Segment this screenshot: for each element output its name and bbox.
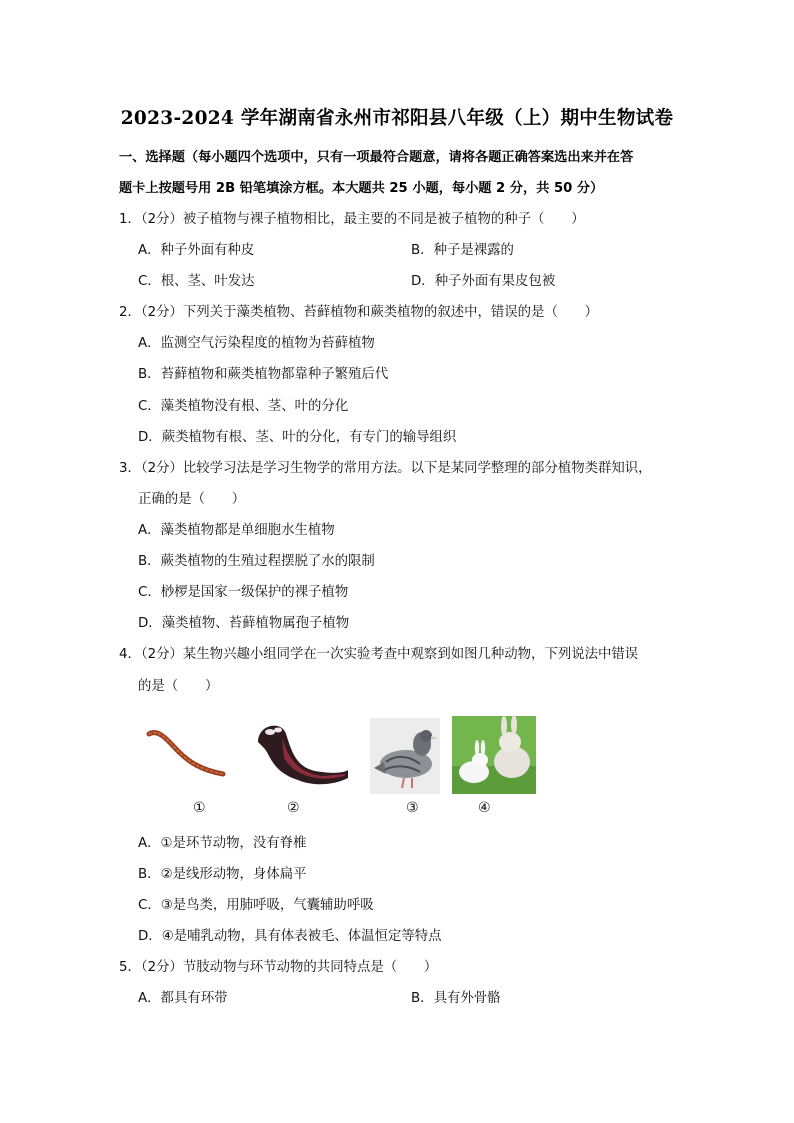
figure-label-3: ③ [406,800,419,816]
question-4-option-c[interactable]: C．③是鸟类，用肺呼吸，气囊辅助呼吸 [138,898,374,913]
question-1-option-c[interactable]: C．根、茎、叶发达 [138,274,255,289]
question-4-stem-line2: 的是（ ） [138,679,219,694]
rabbit-figure [452,716,536,794]
flatworm-figure [252,718,350,790]
question-2-option-d[interactable]: D．蕨类植物有根、茎、叶的分化，有专门的输导组织 [138,430,457,445]
figure-label-1: ① [193,800,206,816]
section-instructions-line1: 一、选择题（每小题四个选项中，只有一项最符合题意，请将各题正确答案选出来并在答 [119,150,634,165]
question-4-stem-line1: 4．（2分）某生物兴趣小组同学在一次实验考查中观察到如图几种动物，下列说法中错误 [119,647,639,662]
question-5-option-b[interactable]: B．具有外骨骼 [411,991,501,1006]
question-2-option-c[interactable]: C．藻类植物没有根、茎、叶的分化 [138,399,349,414]
question-3-stem-line1: 3．（2分）比较学习法是学习生物学的常用方法。以下是某同学整理的部分植物类群知识， [119,461,652,476]
question-3-option-d[interactable]: D．藻类植物、苔藓植物属孢子植物 [138,616,350,631]
question-3-option-c[interactable]: C．桫椤是国家一级保护的裸子植物 [138,585,349,600]
section-instructions-line2: 题卡上按题号用 2B 铅笔填涂方框。本大题共 25 小题，每小题 2 分，共 50 分） [119,181,604,196]
page-title: 2023-2024 学年湖南省永州市祁阳县八年级（上）期中生物试卷 [120,108,674,129]
question-5-stem: 5．（2分）节肢动物与环节动物的共同特点是（ ） [119,960,438,975]
question-1-option-d[interactable]: D．种子外面有果皮包被 [411,274,556,289]
earthworm-figure [143,722,229,782]
question-3-stem-line2: 正确的是（ ） [138,492,246,507]
pigeon-figure [370,718,440,794]
question-3-option-a[interactable]: A．藻类植物都是单细胞水生植物 [138,523,335,538]
question-4-option-b[interactable]: B．②是线形动物，身体扁平 [138,867,307,882]
figure-label-2: ② [287,800,300,816]
question-2-option-a[interactable]: A．监测空气污染程度的植物为苔藓植物 [138,336,375,351]
question-3-option-b[interactable]: B．蕨类植物的生殖过程摆脱了水的限制 [138,554,375,569]
question-1-stem: 1．（2分）被子植物与裸子植物相比，最主要的不同是被子植物的种子（ ） [119,212,585,227]
question-2-option-b[interactable]: B．苔藓植物和蕨类植物都靠种子繁殖后代 [138,367,389,382]
figure-label-4: ④ [478,800,491,816]
question-2-stem: 2．（2分）下列关于藻类植物、苔藓植物和蕨类植物的叙述中，错误的是（ ） [119,305,599,320]
question-4-option-d[interactable]: D．④是哺乳动物，具有体表被毛、体温恒定等特点 [138,929,442,944]
question-5-option-a[interactable]: A．都具有环带 [138,991,228,1006]
question-1-option-a[interactable]: A．种子外面有种皮 [138,243,255,258]
question-4-option-a[interactable]: A．①是环节动物，没有脊椎 [138,836,307,851]
question-1-option-b[interactable]: B．种子是裸露的 [411,243,514,258]
